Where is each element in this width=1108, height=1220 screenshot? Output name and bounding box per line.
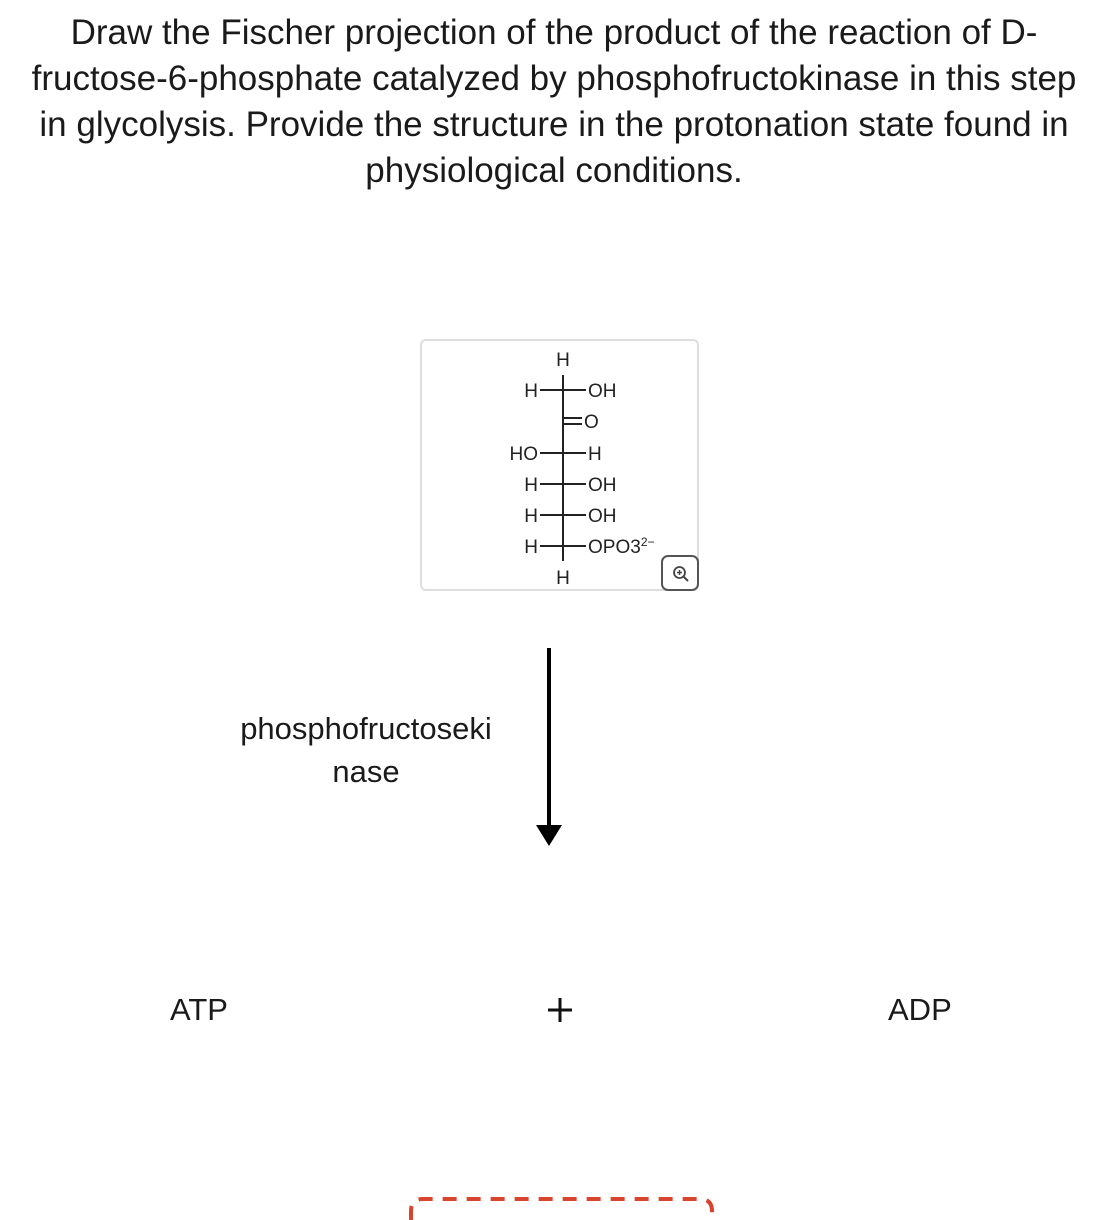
reagent-atp: ATP <box>170 992 228 1027</box>
enzyme-label-line1: phosphofructoseki <box>240 711 492 746</box>
fischer-c3-left: HO <box>509 444 538 465</box>
product-adp: ADP <box>888 992 952 1027</box>
fischer-c4-right: OH <box>588 475 617 496</box>
fischer-c3-right: H <box>588 444 602 465</box>
fischer-c4-left: H <box>524 475 538 496</box>
fischer-c6-right <box>588 535 655 558</box>
fischer-c1-right: OH <box>588 381 617 402</box>
fischer-c5-left: H <box>524 506 538 527</box>
fischer-bottom-h: H <box>556 568 570 589</box>
fischer-phosphate-label: OPO3 <box>588 537 641 558</box>
reaction-arrow <box>530 645 570 850</box>
fischer-c1-left: H <box>524 381 538 402</box>
enzyme-label <box>216 707 516 793</box>
enzyme-label-line2: nase <box>332 754 400 789</box>
zoom-button[interactable] <box>661 555 699 591</box>
fischer-projection <box>422 341 701 593</box>
fischer-c2-right: O <box>584 412 599 433</box>
fischer-c6-left: H <box>524 537 538 558</box>
reactant-structure-box <box>420 339 699 591</box>
fischer-c5-right: OH <box>588 506 617 527</box>
answer-drop-zone[interactable] <box>408 1193 718 1220</box>
zoom-in-icon <box>672 565 690 583</box>
question-text: Draw the Fischer projection of the product of the reaction of D-fructose-6-phosphate catalyzed by phosphofructokinase in this step in glycolysis. Provide the structure in the protonation state found in physiological conditions. <box>31 13 1077 190</box>
plus-icon <box>545 995 575 1025</box>
fischer-phosphate-charge: 2− <box>640 535 655 549</box>
fischer-top-h: H <box>556 350 570 371</box>
